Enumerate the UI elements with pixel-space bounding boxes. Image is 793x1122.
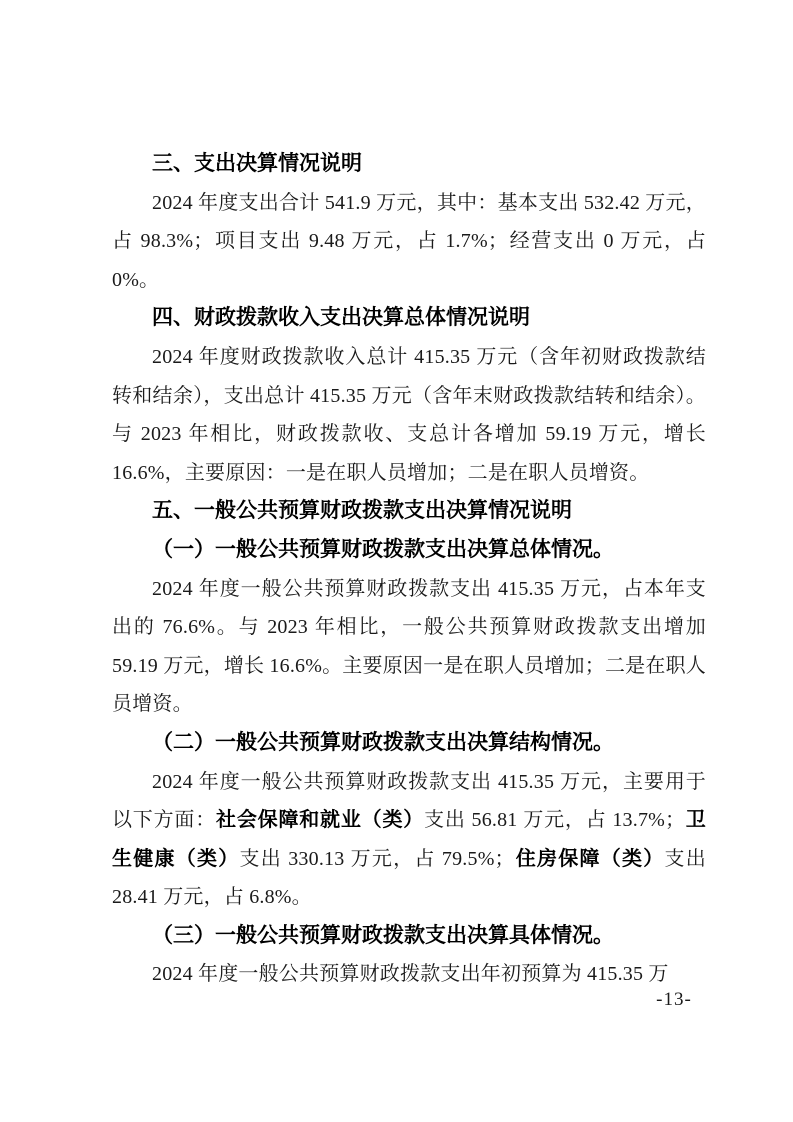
subheading-five-three-detail: （三）一般公共预算财政拨款支出决算具体情况。 bbox=[152, 923, 614, 947]
heading-section-three-expenditure: 三、支出决算情况说明 bbox=[152, 152, 362, 175]
subheading-five-two-structure: （二）一般公共预算财政拨款支出决算结构情况。 bbox=[152, 730, 614, 754]
paragraph-fiscal-appropriation-total bbox=[112, 338, 706, 492]
heading-section-four-fiscal-appropriation: 四、财政拨款收入支出决算总体情况说明 bbox=[152, 306, 530, 330]
category-health: 卫生健康（类） bbox=[112, 809, 707, 870]
paragraph-text: 2024 年度财政拨款收入总计 415.35 万元（含年初财政拨款结转和结余），支出总计 415.35 万元（含年末财政拨款结转和结余）。与 2023 年相比，财政拨款收、支总计各增加 59.19 万元，增长 16.6%，主要原因：一是在职人员增加；二是在职人员增资。 bbox=[112, 345, 706, 484]
paragraph-text: 2024 年度一般公共预算财政拨款支出 415.35 万元，主要用于以下方面： bbox=[112, 770, 706, 832]
category-housing-security: 住房保障（类） bbox=[514, 847, 665, 870]
paragraph-text: 2024 年度一般公共预算财政拨款支出 415.35 万元，占本年支出的 76.6%。与 2023 年相比，一般公共预算财政拨款支出增加 59.19 万元，增长 16.6%。主要原因一是在职人员增加；二是在职人员增资。 bbox=[112, 577, 706, 716]
paragraph-expenditure-summary bbox=[112, 184, 706, 300]
paragraph-text: 支出 56.81 万元，占 13.7%； bbox=[424, 809, 686, 832]
page-number: -13- bbox=[656, 989, 692, 1010]
paragraph-text: 支出 330.13 万元，占 79.5%； bbox=[239, 847, 515, 870]
category-social-security-employment: 社会保障和就业（类） bbox=[216, 809, 425, 832]
heading-section-five-public-budget: 五、一般公共预算财政拨款支出决算情况说明 bbox=[152, 499, 572, 523]
paragraph-public-budget-structure bbox=[112, 763, 706, 917]
paragraph-text: 2024 年度一般公共预算财政拨款支出年初预算为 415.35 万 bbox=[152, 963, 669, 986]
subheading-five-one-overall: （一）一般公共预算财政拨款支出决算总体情况。 bbox=[152, 537, 614, 561]
paragraph-text: 支出 28.41 万元，占 6.8%。 bbox=[112, 847, 706, 909]
paragraph-public-budget-detail bbox=[112, 955, 706, 994]
paragraph-public-budget-overall bbox=[112, 570, 706, 724]
document-body bbox=[112, 145, 706, 994]
paragraph-text: 2024 年度支出合计 541.9 万元，其中：基本支出 532.42 万元，占 98.3%；项目支出 9.48 万元，占 1.7%；经营支出 0 万元，占 0%。 bbox=[112, 191, 706, 291]
